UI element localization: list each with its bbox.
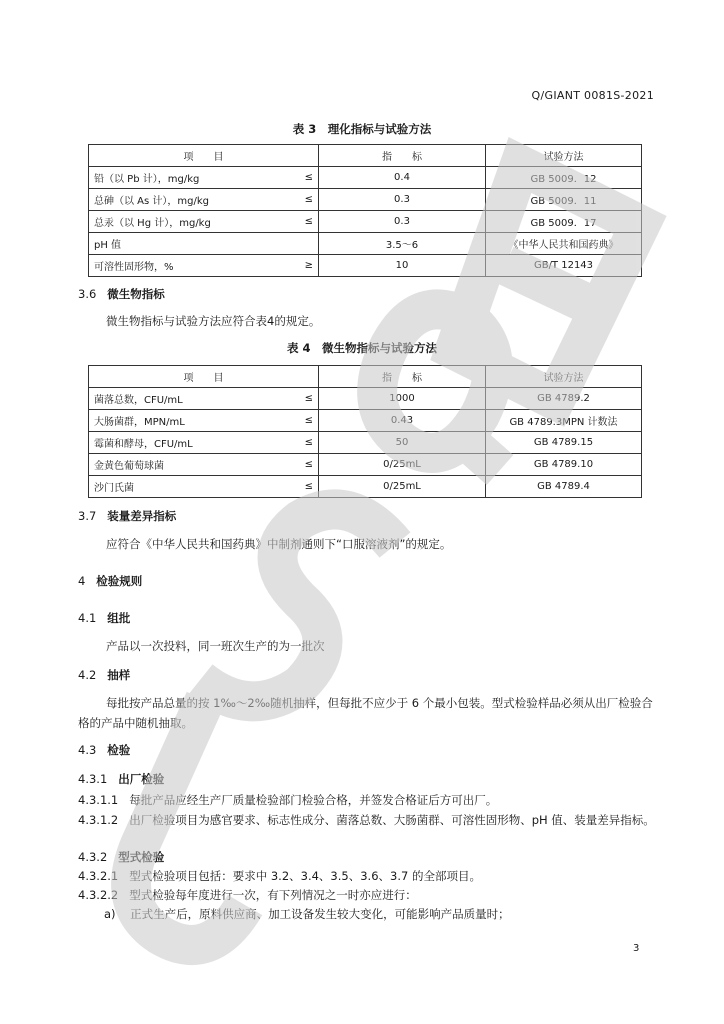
page-number: 3 [633, 943, 640, 954]
table4-header-method: 试验方法 [486, 366, 642, 388]
table4-header-row [89, 366, 642, 388]
method-cell: GB 4789.4 [486, 476, 642, 498]
table-row [89, 476, 642, 498]
method-cell: 《中华人民共和国药典》 [486, 233, 642, 255]
section-4-2-heading [78, 667, 130, 683]
table3 [88, 144, 642, 277]
table4-header-item: 项 目 [89, 366, 319, 388]
table-row [89, 432, 642, 454]
section-4-heading [78, 573, 142, 589]
section-4-3-heading [78, 742, 130, 758]
section-4-3-2-heading [78, 849, 164, 865]
operator-cell: ≥ [297, 255, 319, 277]
operator-cell: ≤ [297, 432, 319, 454]
table-row [89, 255, 642, 277]
table4 [88, 365, 642, 498]
value-cell: 0.4 [319, 167, 486, 189]
method-cell: GB 4789.15 [486, 432, 642, 454]
section-number: 4.3.2.2 [78, 888, 119, 902]
section-number: 3.6 [78, 287, 97, 301]
list-item-a [104, 906, 510, 922]
section-4-3-2-1 [78, 868, 481, 884]
table-row [89, 167, 642, 189]
section-4-1-text: 产品以一次投料，同一班次生产的为一批次 [106, 639, 325, 653]
method-cell: GB 4789.10 [486, 454, 642, 476]
table-row [89, 189, 642, 211]
table-row [89, 233, 642, 255]
item-cell: 金黄色葡萄球菌 [89, 454, 297, 476]
section-number: 4.3.1.1 [78, 793, 119, 807]
item-cell: 可溶性固形物，% [89, 255, 297, 277]
method-cell: GB 5009．17 [486, 211, 642, 233]
section-title: 检验规则 [96, 574, 143, 588]
table-row [89, 410, 642, 432]
table-row [89, 211, 642, 233]
section-title: 型式检验 [118, 850, 165, 864]
value-cell: 0.43 [319, 410, 486, 432]
section-title: 组批 [107, 611, 131, 625]
item-cell: 铅（以 Pb 计），mg/kg [89, 167, 297, 189]
table4-caption: 表 4 微生物指标与试验方法 [286, 341, 437, 355]
section-number: 4.1 [78, 611, 97, 625]
section-text: 每批产品应经生产厂质量检验部门检验合格，并签发合格证后方可出厂。 [129, 793, 498, 807]
section-number: 4.2 [78, 668, 97, 682]
section-3-7-text: 应符合《中华人民共和国药典》中制剂通则下“口服溶液剂”的规定。 [106, 537, 452, 551]
section-number: 4.3.1.2 [78, 813, 119, 827]
section-text: 型式检验每年度进行一次，有下列情况之一时亦应进行： [129, 888, 417, 902]
item-cell: pH 值 [89, 233, 297, 255]
value-cell: 0/25mL [319, 476, 486, 498]
table4-header-value: 指 标 [319, 366, 486, 388]
list-text: 正式生产后，原料供应商、加工设备发生较大变化，可能影响产品质量时； [130, 907, 510, 921]
operator-cell: ≤ [297, 388, 319, 410]
table3-header-value: 指 标 [319, 145, 486, 167]
item-cell: 总砷（以 As 计），mg/kg [89, 189, 297, 211]
section-title: 抽样 [107, 668, 131, 682]
operator-cell: ≤ [297, 167, 319, 189]
section-number: 4.3.2 [78, 850, 108, 864]
method-cell: GB 5009．11 [486, 189, 642, 211]
section-4-3-1-2 [78, 810, 658, 830]
section-4-3-2-2 [78, 887, 417, 903]
method-cell: GB 4789.3MPN 计数法 [486, 410, 642, 432]
section-title: 检验 [107, 743, 131, 757]
value-cell: 0.3 [319, 211, 486, 233]
section-title: 装量差异指标 [107, 509, 177, 523]
value-cell: 0.3 [319, 189, 486, 211]
operator-cell: ≤ [297, 189, 319, 211]
operator-cell: ≤ [297, 454, 319, 476]
method-cell: GB 4789.2 [486, 388, 642, 410]
document-number: Q/GIANT 0081S-2021 [531, 89, 654, 102]
value-cell: 10 [319, 255, 486, 277]
section-4-2-text: 每批按产品总量的按 1‰～2‰随机抽样，但每批不应少于 6 个最小包装。型式检验样品必须从出厂检验合格的产品中随机抽取。 [78, 696, 653, 730]
table3-header-row [89, 145, 642, 167]
value-cell: 0/25mL [319, 454, 486, 476]
section-number: 4.3.2.1 [78, 869, 119, 883]
operator-cell: ≤ [297, 211, 319, 233]
method-cell: GB/T 12143 [486, 255, 642, 277]
operator-cell: ≤ [297, 476, 319, 498]
section-number: 4 [78, 574, 86, 588]
section-3-6-text: 微生物指标与试验方法应符合表4的规定。 [106, 314, 321, 328]
item-cell: 总汞（以 Hg 计），mg/kg [89, 211, 297, 233]
method-cell: GB 5009．12 [486, 167, 642, 189]
section-4-3-1-1 [78, 792, 497, 808]
item-cell: 霉菌和酵母，CFU/mL [89, 432, 297, 454]
section-3-6-heading [78, 286, 165, 302]
table-row [89, 388, 642, 410]
item-cell: 沙门氏菌 [89, 476, 297, 498]
item-cell: 大肠菌群，MPN/mL [89, 410, 297, 432]
section-title: 出厂检验 [118, 772, 165, 786]
table3-caption: 表 3 理化指标与试验方法 [292, 122, 432, 136]
section-4-3-1-heading [78, 771, 164, 787]
section-number: 4.3 [78, 743, 97, 757]
section-number: 3.7 [78, 509, 97, 523]
section-text: 出厂检验项目为感官要求、标志性成分、菌落总数、大肠菌群、可溶性固形物、pH 值、装量差异指标。 [129, 813, 655, 827]
table3-header-method: 试验方法 [486, 145, 642, 167]
section-text: 型式检验项目包括：要求中 3.2、3.4、3.5、3.6、3.7 的全部项目。 [129, 869, 481, 883]
value-cell: 50 [319, 432, 486, 454]
value-cell: 3.5～6 [319, 233, 486, 255]
value-cell: 1000 [319, 388, 486, 410]
section-number: 4.3.1 [78, 772, 108, 786]
section-4-1-heading [78, 610, 130, 626]
item-cell: 菌落总数，CFU/mL [89, 388, 297, 410]
section-title: 微生物指标 [107, 287, 165, 301]
operator-cell: ≤ [297, 410, 319, 432]
list-label: a) [104, 907, 116, 921]
table-row [89, 454, 642, 476]
section-3-7-heading [78, 508, 176, 524]
operator-cell [297, 233, 319, 255]
table3-header-item: 项 目 [89, 145, 319, 167]
